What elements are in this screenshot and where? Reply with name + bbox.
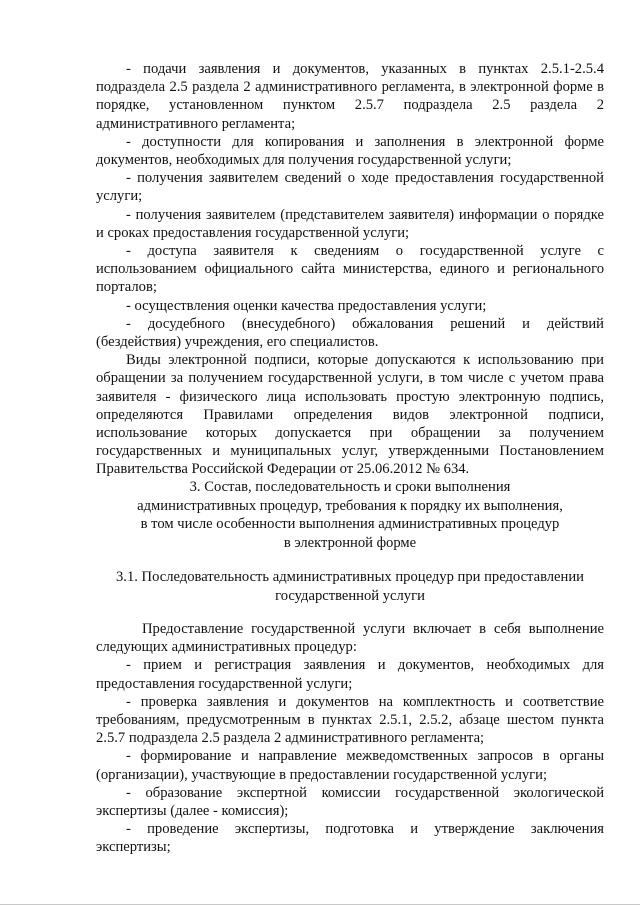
list-item: - образование экспертной комиссии государственной экологической экспертизы (далее - комиссия);: [96, 784, 604, 820]
list-item: - доступа заявителя к сведениям о государственной услуге с использованием официального сайта министерства, единого и регионального порталов;: [96, 243, 604, 296]
list-item: - осуществления оценки качества предоставления услуги;: [126, 297, 487, 314]
list-item: - досудебного (внесудебного) обжалования решений и действий (бездействия) учреждения, его специалистов.: [96, 315, 604, 351]
body-intro-paragraph: Предоставление государственной услуги включает в себя выполнение следующих административных процедур:: [96, 621, 604, 656]
list-item: - проверка заявления и документов на комплектность и соответствие требованиям, предусмотренным в пунктах 2.5.1, 2.5.2, абзаце шестом пункта 2.5.7 подраздела 2.5 раздела 2 административного регламента;: [96, 693, 604, 747]
procedures-list: [96, 620, 604, 857]
section-heading-line: в том числе особенности выполнения административных процедур: [140, 516, 560, 533]
list-item: - получения заявителем (представителем заявителя) информации о порядке и сроках предоставления государственной услуги;: [96, 206, 604, 241]
section-heading-line: в электронной форме: [283, 534, 417, 551]
list-item: - подачи заявления и документов, указанных в пунктах 2.5.1-2.5.4 подраздела 2.5 раздела 2 административного регламента, в электронной форме в порядке, установленном пунктом 2.5.7 подраздела 2.5 раздела 2 административного регламента;: [96, 61, 604, 132]
section-heading-line: административных процедур, требования к порядку их выполнения,: [137, 497, 563, 514]
subsection-heading: [96, 568, 604, 605]
list-item: - получения заявителем сведений о ходе предоставления государственной услуги;: [96, 170, 604, 205]
subsection-heading-line: государственной услуги: [275, 587, 425, 604]
signature-paragraph: Виды электронной подписи, которые допускаются к использованию при обращении за получением государственной услуги, в том числе с учетом права заявителя - физического лица использовать простую электронную подпись, определяются Правилами определения видов электронной подписи, использование которых допускается при обращении за получением государственных и муниципальных услуг, утвержденными Постановлением Правительства Российской Федерации от 25.06.2012 № 634.: [96, 352, 604, 478]
list-item: - формирование и направление межведомственных запросов в органы (организации), участвующие в предоставлении государственной услуги;: [96, 748, 604, 783]
subsection-heading-line: 3.1. Последовательность административных процедур при предоставлении: [116, 569, 584, 585]
intro-list: [96, 60, 604, 479]
list-item: - проведение экспертизы, подготовка и утверждение заключения экспертизы;: [96, 821, 604, 856]
list-item: - доступности для копирования и заполнения в электронной форме документов, необходимых для получения государственной услуги;: [96, 133, 604, 169]
list-item: - прием и регистрация заявления и документов, необходимых для предоставления государственной услуги;: [96, 657, 604, 692]
section-heading: [96, 478, 604, 552]
section-heading-line: 3. Состав, последовательность и сроки выполнения: [189, 479, 511, 495]
